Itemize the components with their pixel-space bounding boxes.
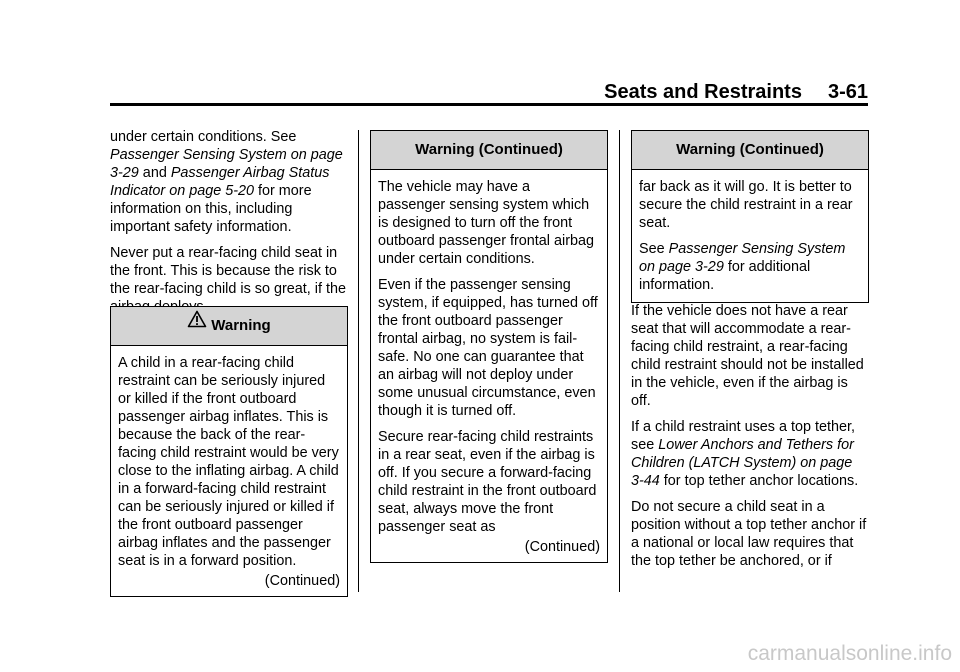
page-header [110,80,868,104]
text: for more information on this, including important safety information. [110,183,312,235]
warning-triangle-icon [187,305,207,343]
text: If a child restraint uses a top tether, see [631,419,855,453]
rear-facing-paragraph: Never put a rear-facing child seat in the front. This is because the risk to the rear-facing child is so great, if the [110,245,346,297]
cross-reference: Passenger Sensing System on page 3-29 [110,147,343,181]
warning-paragraph: far back as it will go. It is better to secure the child restraint in a rear seat. [639,179,853,231]
intro-paragraph [110,128,348,236]
cross-reference: Passenger Airbag Status Indicator on page 5-20 [110,165,330,199]
warning-title: Warning [211,317,271,334]
text: for top tether anchor locations. [659,473,859,489]
top-tether-paragraph [631,418,867,490]
warning-header [111,307,347,346]
text: See [639,241,669,257]
text: and [138,165,171,181]
column-1 [110,128,348,324]
watermark: carmanualsonline.info [747,642,952,665]
no-rear-seat-paragraph: If the vehicle does not have a rear seat that will accommodate a rear-facing child restraint, a rear-facing child restraint should not be installed in the vehicle, even if the airbag is off. [631,303,864,409]
warning-body [111,346,347,596]
page-number: 3-61 [827,81,868,103]
column-divider-1 [358,130,359,592]
warning-header: Warning (Continued) [371,131,607,170]
law-paragraph: Do not secure a child seat in a position without a top tether anchor if a national or local law requires that the top tether be anchored, or if [631,499,867,569]
text: under certain conditions. See [110,129,297,145]
continued-label: (Continued) [524,539,600,555]
column-3-text [631,302,867,578]
warning-paragraph: Even if the passenger sensing system, if equipped, has turned off the front outboard passenger frontal airbag, no system is fail-safe. No one can guarantee that an airbag will not deploy under some unusual circumstance, even though it is turned off. [378,277,598,419]
warning-paragraph [639,240,861,294]
warning-body [632,170,868,302]
text: for additional information. [639,259,811,293]
warning-box [110,306,348,597]
cross-reference: Passenger Sensing System on page 3-29 [639,241,846,275]
cross-reference: Lower Anchors and Tethers for Children (LATCH System) on page 3-44 [631,437,854,489]
warning-continued-box [370,130,608,563]
warning-body [371,170,607,562]
warning-header: Warning (Continued) [632,131,868,170]
column-divider-2 [619,130,620,592]
warning-text: A child in a rear-facing child restraint can be seriously injured or killed if the front outboard passenger airbag inflates. This is because the back of the rear-facing child restraint would be very close to the inflating airbag. A child in a forward-facing child restraint can be seriously injured or killed if the front outboard passenger airbag inflates and the passenger seat is in a forward position. [118,355,339,569]
warning-paragraph: The vehicle may have a passenger sensing system which is designed to turn off the front outboard passenger frontal airbag under certain conditions. [378,179,595,267]
warning-paragraph: Secure rear-facing child restraints in a rear seat, even if the airbag is off. If you secure a forward-facing child restraint in the front outboard seat, always move the front passenger seat as [378,429,597,535]
continued-label: (Continued) [264,573,340,589]
warning-continued-box [631,130,869,303]
header-rule [110,103,868,106]
section-title: Seats and Restraints [604,81,802,103]
